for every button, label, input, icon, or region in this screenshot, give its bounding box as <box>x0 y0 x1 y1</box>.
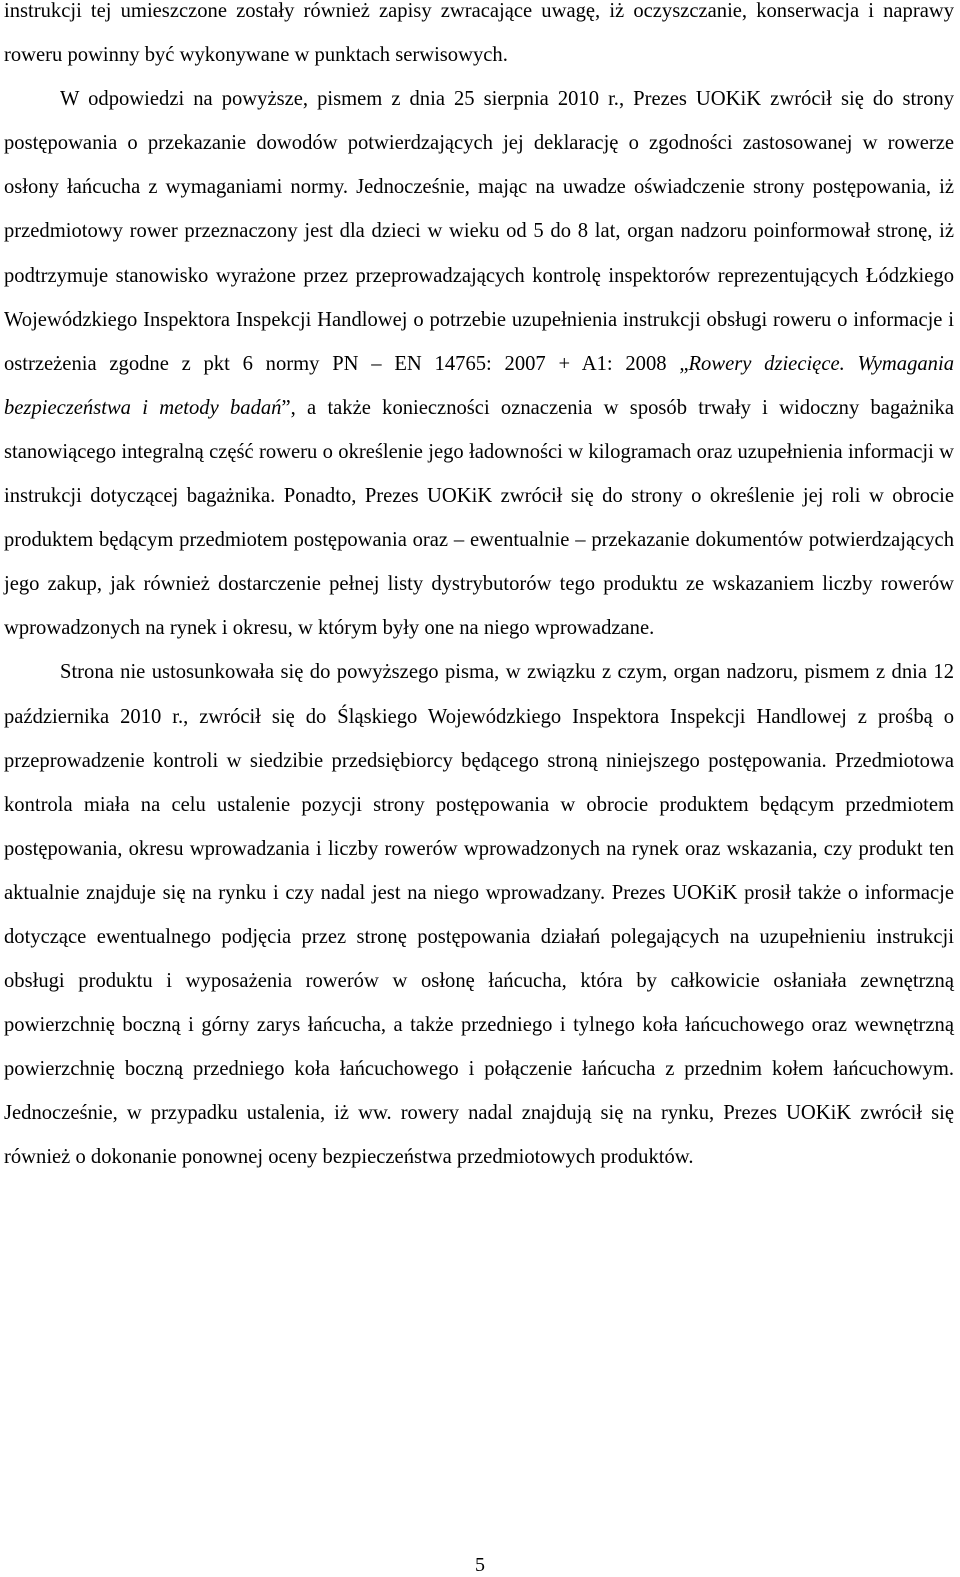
document-page <box>4 0 954 1180</box>
page-number: 5 <box>475 1554 485 1576</box>
paragraph-2-italic-norm-title: Rowery dziecięce. Wymagania bezpieczeństwa i metody badań <box>4 352 954 419</box>
paragraph-3-text: Strona nie ustosunkowała się do powyższego pisma, w związku z czym, organ nadzoru, pismem z dnia 12 października 2010 r., zwrócił się do Śląskiego Wojewódzkiego Inspektora Inspekcji Handlowej z prośbą o przeprowadzenie kontroli w siedzibie przedsiębiorcy będącego stroną niniejszego postępowania. Przedmiotowa kontrola miała na celu ustalenie pozycji strony postępowania w obrocie produktem będącym przedmiotem postępowania, okresu wprowadzania i liczby rowerów wprowadzonych na rynek oraz wskazania, czy produkt ten aktualnie znajduje się na rynku i czy nadal jest na niego wprowadzany. Prezes UOKiK prosił także o informacje dotyczące ewentualnego podjęcia przez stronę postępowania działań polegających na uzupełnieniu instrukcji obsługi produktu i wyposażenia rowerów w osłonę łańcucha, która by całkowicie osłaniała zewnętrzną powierzchnię boczną i górny zarys łańcucha, a także przedniego i tylnego koła łańcuchowego oraz wewnętrzną powierzchnię boczną przedniego koła łańcuchowego i połączenie łańcucha z przednim kołem łańcuchowym. Jednocześnie, w przypadku ustalenia, iż ww. rowery nadal znajdują się na rynku, Prezes UOKiK zwrócił się również o dokonanie ponownej oceny bezpieczeństwa przedmiotowych produktów. <box>4 661 954 1169</box>
paragraph-2-text-a: W odpowiedzi na powyższe, pismem z dnia 25 sierpnia 2010 r., Prezes UOKiK zwrócił się do strony postępowania o przekazanie dowodów potwierdzających jej deklarację o zgodności zastosowanej w rowerze osłony łańcucha z wymaganiami normy. Jednocześnie, mając na uwadze oświadczenie strony postępowania, iż przedmiotowy rower przeznaczony jest dla dzieci w wieku od 5 do 8 lat, organ nadzoru poinformował stronę, iż podtrzymuje stanowisko wyrażone przez przeprowadzających kontrolę inspektorów reprezentujących Łódzkiego Wojewódzkiego Inspektora Inspekcji Handlowej o potrzebie uzupełnienia instrukcji obsługi roweru o informacje i ostrzeżenia zgodne z pkt 6 normy PN – EN 14765: 2007 + A1: 2008 „ <box>4 88 954 375</box>
paragraph-1-text: instrukcji tej umieszczone zostały również zapisy zwracające uwagę, iż oczyszczanie, konserwacja i naprawy roweru powinny być wykonywane w punktach serwisowych. <box>4 0 954 67</box>
paragraph-1 <box>4 0 954 77</box>
paragraph-2-text-b: ”, a także konieczności oznaczenia w sposób trwały i widoczny bagażnika stanowiącego integralną część roweru o określenie jego ładowności w kilogramach oraz uzupełnienia informacji w instrukcji dotyczącej bagażnika. Ponadto, Prezes UOKiK zwrócił się do strony o określenie jej roli w obrocie produktem będącym przedmiotem postępowania oraz – ewentualnie – przekazanie dokumentów potwierdzających jego zakup, jak również dostarczenie pełnej listy dystrybutorów tego produktu ze wskazaniem liczby rowerów wprowadzonych na rynek i okresu, w którym były one na niego wprowadzane. <box>4 396 954 640</box>
paragraph-2 <box>4 77 954 650</box>
paragraph-3 <box>4 650 954 1179</box>
